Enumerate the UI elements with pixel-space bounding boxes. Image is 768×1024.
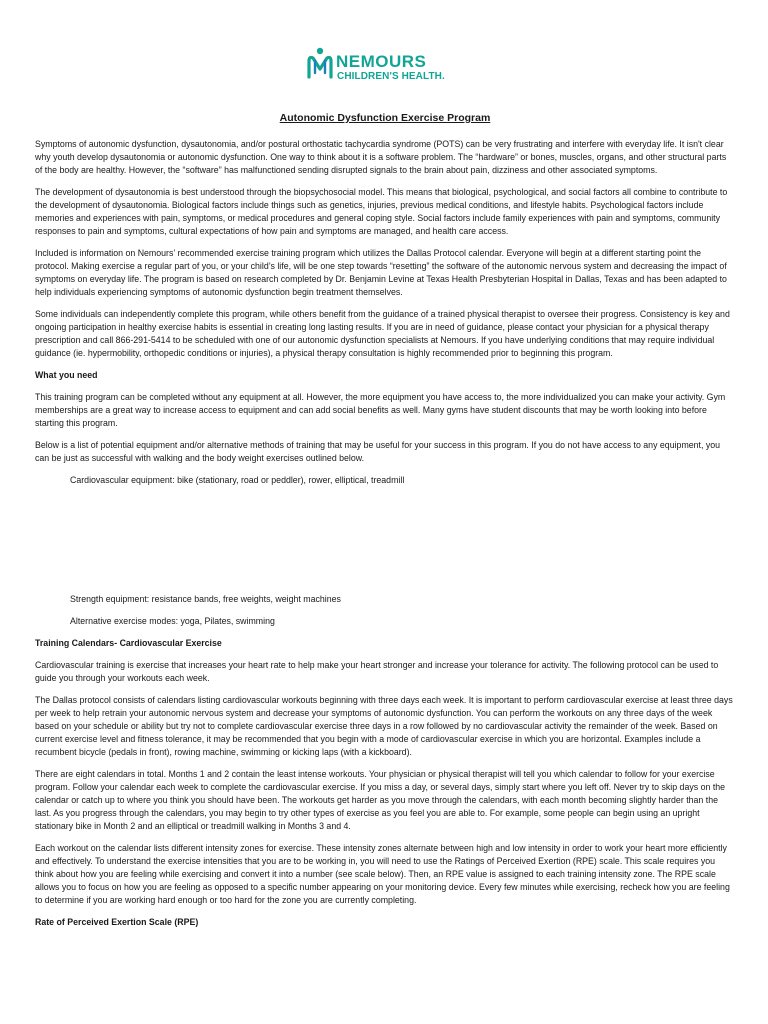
logo-tagline: CHILDREN'S HEALTH.: [337, 71, 445, 82]
paragraph-equipment-list-intro: Below is a list of potential equipment and/or alternative methods of training that may be useful for your success in this program. If you do not have access to any equipment, you can be just as successful with walking and the body weight exercises outlined below.: [35, 440, 721, 463]
paragraph-eight-calendars: There are eight calendars in total. Months 1 and 2 contain the least intense workouts. Your physician or physical therapist will tell you which calendar to follow for your exercise program. Follow your calendar each week to complete the cardiovascular exercise. If you miss a day, or several days, simply start where you left off. Never try to skip days on the calendar or catch up to where you think you should have been. The workouts get harder as you move through the calendars, with each month becoming slightly harder than the last. As you progress through the calendars, you may begin to try other types of exercise as you feel you are able to. For example, some people can begin using an upright stationary bike in Month 2 and an elliptical or treadmill walking in Months 3 and 4.: [35, 769, 726, 831]
equipment-alternative: Alternative exercise modes: yoga, Pilates, swimming: [70, 616, 275, 626]
blank-space: [35, 496, 735, 593]
paragraph-equipment-access: This training program can be completed without any equipment at all. However, the more equipment you have access to, the more individualized you can make your activity. Gym memberships are a great way to increase access to equipment and can add social benefits as well. Many gyms have student discounts that may be worth looking into before starting this program.: [35, 392, 726, 428]
logo-wordmark: NEMOURS: [336, 52, 427, 71]
paragraph-intensity-zones: Each workout on the calendar lists different intensity zones for exercise. These intensity zones alternate between high and low intensity in order to work your heart more efficiently and effectively. To understand the exercise intensities that you are to be working in, you will need to use the Ratings of Perceived Exertion (RPE) scale. This scale requires you think about how you are feeling while exercising and convert it into a number (see scale below). Then, an RPE value is assigned to each training intensity zone. The RPE scale allows you to focus on how you are feeling as opposed to a specific number appearing on your monitoring device. Every few minutes while exercising, recheck how you are feeling to determine if you are working hard enough or too hard for the zone you are currently completing.: [35, 843, 730, 905]
paragraph-dallas-protocol: The Dallas protocol consists of calendars listing cardiovascular workouts beginning with three days each week. It is important to perform cardiovascular exercise at least three days per week to help retrain your autonomic nervous system and decrease your symptoms of autonomic dysfunction. You can perform the workouts on any three days of the week based on your schedule or ability but try not to complete cardiovascular exercise three days in a row followed by no cardiovascular activity the remainder of the week. Based on current exercise level and fitness tolerance, it may be recommended that you begin with a mode of cardiovascular exercise in which you are horizontal. Examples include a recumbent bicycle (pedals in front), rowing machine, swimming or kicking laps (with a kickboard).: [35, 695, 733, 757]
paragraph-guidance: Some individuals can independently complete this program, while others benefit from the guidance of a trained physical therapist to oversee their progress. Consistency is key and ongoing participation in healthy exercise habits is essential in creating long lasting results. If you are in need of guidance, please contact your physician for a physical therapy prescription and call 866-291-5414 to be scheduled with one of our autonomic dysfunction specialists at Nemours. If you have underlying conditions that may require individual guidance (ie. hypermobility, orthopedic conditions or injuries), a physical therapy consultation is highly recommended prior to beginning this program.: [35, 309, 730, 358]
paragraph-cardio-definition: Cardiovascular training is exercise that increases your heart rate to help make your heart stronger and increase your tolerance for activity. The following protocol can be used to guide you through your workouts each week.: [35, 660, 719, 683]
heading-training-calendars: Training Calendars- Cardiovascular Exercise: [35, 638, 222, 648]
equipment-cardio: Cardiovascular equipment: bike (stationary, road or peddler), rower, elliptical, treadmill: [70, 475, 405, 485]
nemours-logo: [306, 47, 466, 87]
heading-what-you-need: What you need: [35, 370, 98, 380]
nemours-figure-icon: [306, 47, 334, 79]
paragraph-biopsychosocial: The development of dysautonomia is best understood through the biopsychosocial model. This means that biological, psychological, and social factors all combine to contribute to the development of dysautonomia. Biological factors include things such as genetics, injuries, previous medical conditions, and lifestyle habits. Psychological factors include memories and experiences with pain, symptoms, or medical procedures and general coping style. Social factors include family experiences with pain and symptoms, community responses to pain and symptoms, cultural expectations of how pain and symptoms are managed, and health care access.: [35, 187, 728, 236]
document-title: Autonomic Dysfunction Exercise Program: [279, 112, 491, 124]
document-body: [35, 112, 735, 938]
heading-rpe-scale: Rate of Perceived Exertion Scale (RPE): [35, 917, 199, 927]
paragraph-dallas-protocol-intro: Included is information on Nemours’ recommended exercise training program which utilizes the Dallas Protocol calendar. Everyone will begin at a different starting point the protocol. Making exercise a regular part of you, or your child’s life, will be one step towards “resetting” the software of the autonomic nervous system and decreasing the impact of symptoms on everyday life. The program is based on research completed by Dr. Benjamin Levine at Texas Health Presbyterian Hospital in Dallas, Texas and has been adapted to help individuals experiencing symptoms of autonomic dysfunction begin treatment themselves.: [35, 248, 727, 297]
equipment-strength: Strength equipment: resistance bands, free weights, weight machines: [70, 594, 341, 604]
paragraph-intro: Symptoms of autonomic dysfunction, dysautonomia, and/or postural orthostatic tachycardia syndrome (POTS) can be very frustrating and interfere with everyday life. It isn't clear why youth develop dysautonomia or autonomic dysfunction. One way to think about it is a software problem. The “hardware” or bones, muscles, organs, and other structural parts of the body are healthy. However, the “software” has malfunctioned sending disrupted signals to the brain about pain, dizziness and other associated symptoms.: [35, 139, 727, 175]
